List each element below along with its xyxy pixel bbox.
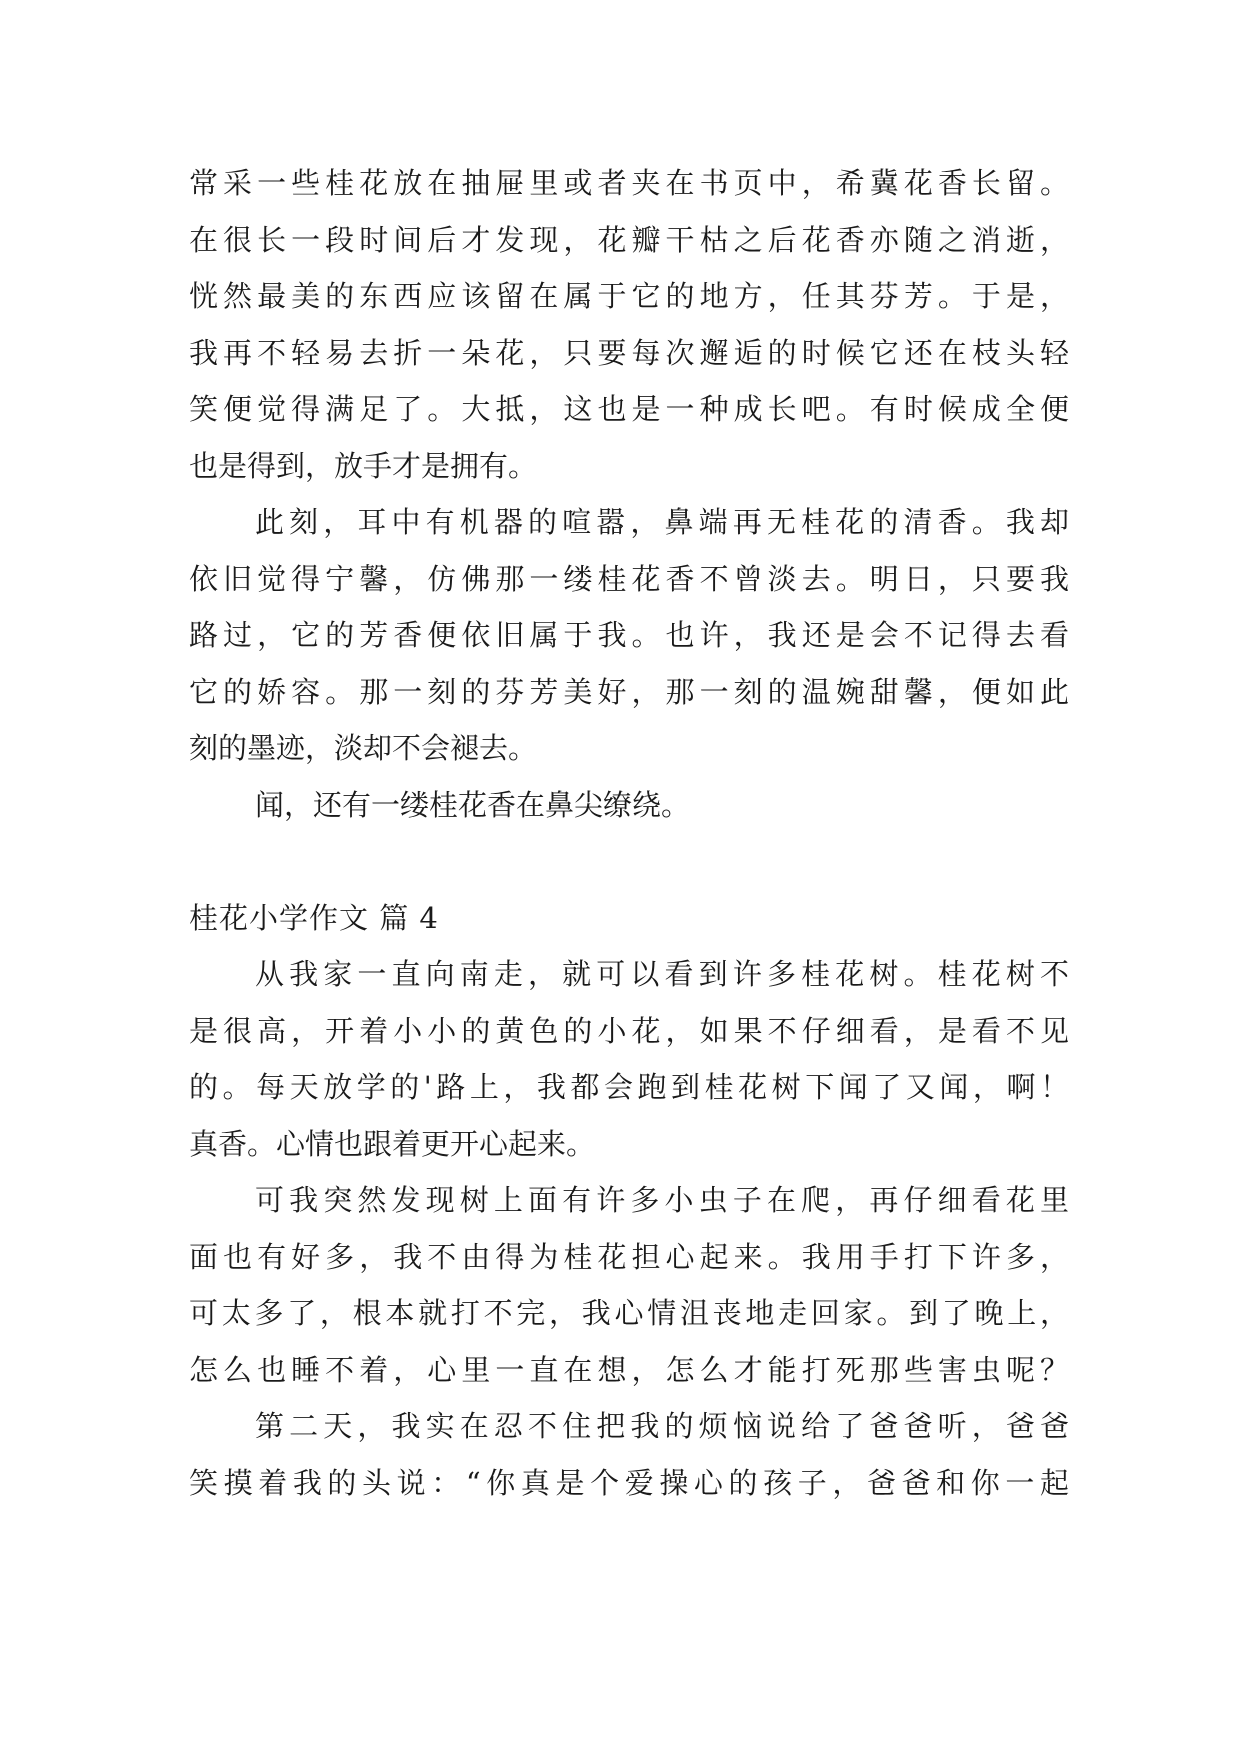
text-line: 也是得到，放手才是拥有。 (189, 448, 538, 483)
text-line: 在很长一段时间后才发现，花瓣干枯之后花香亦随之消逝， (189, 222, 1069, 257)
text-line: 刻的墨迹，淡却不会褪去。 (189, 731, 538, 765)
text-line: 我再不轻易去折一朵花，只要每次邂逅的时候它还在枝头轻 (189, 335, 1069, 370)
text-line: 笑便觉得满足了。大抵，这也是一种成长吧。有时候成全便 (189, 392, 1069, 426)
text-line: 它的娇容。那一刻的芬芳美好，那一刻的温婉甜馨，便如此 (189, 674, 1069, 709)
text-line: 路过，它的芳香便依旧属于我。也许，我还是会不记得去看 (189, 618, 1069, 652)
text-line: 可我突然发现树上面有许多小虫子在爬，再仔细看花里 (255, 1183, 1069, 1217)
text-line: 面也有好多，我不由得为桂花担心起来。我用手打下许多， (189, 1239, 1069, 1274)
document-body (189, 155, 1069, 1511)
text-line: 常采一些桂花放在抽屉里或者夹在书页中，希冀花香长留。 (189, 166, 1069, 200)
text-line: 的。每天放学的'路上，我都会跑到桂花树下闻了又闻，啊！ (189, 1070, 1069, 1104)
text-line: 是很高，开着小小的黄色的小花，如果不仔细看，是看不见 (189, 1013, 1069, 1048)
section-heading: 桂花小学作文 篇 4 (189, 900, 439, 935)
text-line: 真香。心情也跟着更开心起来。 (189, 1126, 596, 1161)
text-line: 闻，还有一缕桂花香在鼻尖缭绕。 (255, 787, 691, 822)
paragraph-gap (189, 833, 1069, 890)
text-line: 第二天，我实在忍不住把我的烦恼说给了爸爸听，爸爸 (255, 1409, 1069, 1443)
text-line: 依旧觉得宁馨，仿佛那一缕桂花香不曾淡去。明日，只要我 (189, 561, 1069, 596)
text-line: 怎么也睡不着，心里一直在想，怎么才能打死那些害虫呢？ (189, 1352, 1069, 1387)
text-line: 可太多了，根本就打不完，我心情沮丧地走回家。到了晚上， (189, 1296, 1069, 1330)
text-line: 恍然最美的东西应该留在属于它的地方，任其芬芳。于是， (189, 279, 1069, 313)
text-line: 此刻，耳中有机器的喧嚣，鼻端再无桂花的清香。我却 (255, 505, 1069, 539)
text-line: 笑摸着我的头说：“你真是个爱操心的孩子，爸爸和你一起 (189, 1465, 1069, 1500)
text-line: 从我家一直向南走，就可以看到许多桂花树。桂花树不 (255, 957, 1069, 991)
